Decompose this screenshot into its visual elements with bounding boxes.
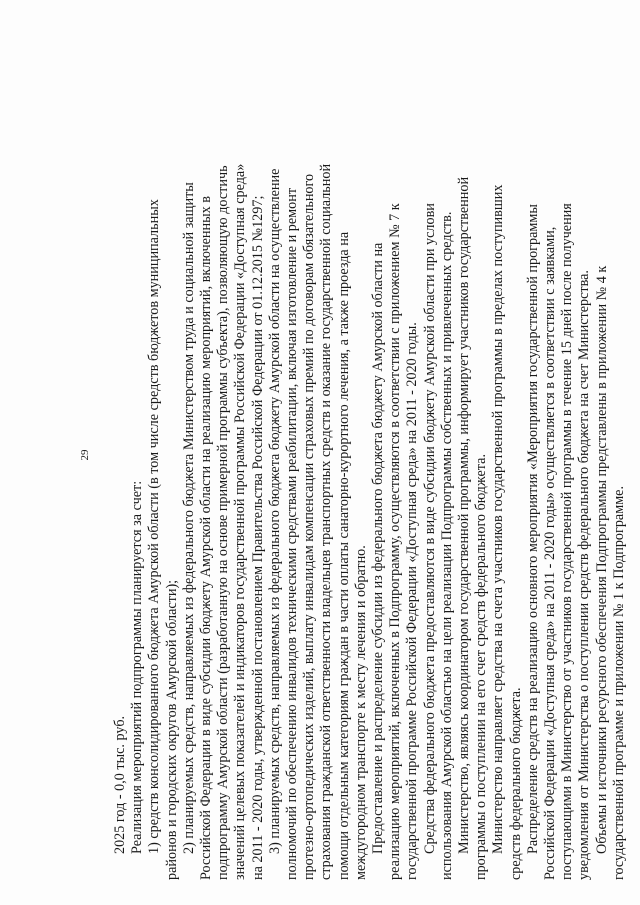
- text-line: 2025 год - 0,0 тыс. руб.: [112, 715, 128, 854]
- text-line: Средства федерального бюджета предоставляются в виде субсидии бюджету Амурской области при услови: [421, 203, 438, 854]
- text-line: государственной программе Российской Федерации «Доступная среда» на 2011 - 2020 годы.: [404, 322, 421, 880]
- text-line: 2) планируемых средств, направляемых из федерального бюджета Министерством труда и социальной защиты: [180, 182, 197, 854]
- text-line: Российской Федерации в виде субсидии бюджету Амурской области на реализацию мероприятий, включенных в: [198, 196, 215, 880]
- text-line: помощи отдельным категориям граждан в части оплаты санаторно-курортного лечения, а также проезда на: [335, 231, 352, 880]
- text-line: протезно-ортопедических изделий, выплату инвалидам компенсации страховых премий по договорам обязательного: [301, 173, 318, 880]
- text-line: государственной программе и приложении № 1 к Подпрограмме.: [610, 485, 627, 880]
- text-line: полномочий по обеспечению инвалидов техническими средствами реабилитации, включая изготовление и ремонт: [284, 187, 301, 880]
- text-line: Реализация мероприятий подпрограммы планируется за счет:: [129, 480, 146, 854]
- text-line: Министерство, являясь координатором государственной программы, информирует участников государственной: [456, 176, 473, 854]
- text-line: реализацию мероприятий, включенных в Подпрограмму, осуществляются в соответствии с приложением № 7 к: [387, 203, 404, 880]
- text-line: 3) планируемых средств, направляемых из федерального бюджета бюджету Амурской области на осуществление: [266, 168, 283, 854]
- text-line: Министерство направляет средства на счета участников государственной программы в пределах поступивших: [490, 184, 507, 854]
- text-line: подпрограмму Амурской области (разработанную на основе примерной программы субъекта), позволяющую достичь: [215, 165, 232, 880]
- text-line: районов и городских округов Амурской области);: [163, 579, 180, 880]
- text-line: Объемы и источники ресурсного обеспечения Подпрограммы представлены в приложении № 4 к: [593, 265, 610, 854]
- text-line: средств федерального бюджета.: [507, 687, 524, 880]
- text-line: уведомления от Министерства о поступлении средств федерального бюджета на счет Министерства.: [576, 270, 593, 880]
- text-line: Российской Федерации «Доступная среда» на 2011 - 2020 годы» осуществляется в соответствии с заявками,: [542, 226, 559, 880]
- text-line: программы о поступлении на его счет средств федерального бюджета.: [473, 453, 490, 880]
- text-line: 1) средств консолидированного бюджета Амурской области (в том числе средств бюджетов муниципальных: [146, 199, 163, 854]
- body-text: [112, 30, 628, 880]
- text-line: страхования гражданской ответственности владельцев транспортных средств и оказание государственной социальной: [318, 163, 335, 880]
- text-line: междугородном транспорте к месту лечения и обратно.: [352, 545, 369, 880]
- page-number: 29: [79, 449, 91, 461]
- text-line: поступающими в Министерство от участников государственной программы в течение 15 дней после получения: [559, 203, 576, 880]
- text-line: Распределение средств на реализацию основного мероприятия «Мероприятия государственной программы: [524, 204, 541, 854]
- rotated-text-block: [72, 30, 627, 880]
- text-line: Предоставление и распределение субсидии из федерального бюджета бюджету Амурской области на: [370, 242, 387, 854]
- text-line: значений целевых показателей и индикаторов государственной программы Российской Федерации «Доступная среда»: [232, 163, 249, 880]
- text-line: использования Амурской областью на цели реализации Подпрограммы собственных и привлеченных средств.: [438, 211, 455, 880]
- text-line: на 2011 - 2020 годы, утвержденной постановлением Правительства Российской Федерации от 01.12.2015 №1297;: [249, 195, 266, 880]
